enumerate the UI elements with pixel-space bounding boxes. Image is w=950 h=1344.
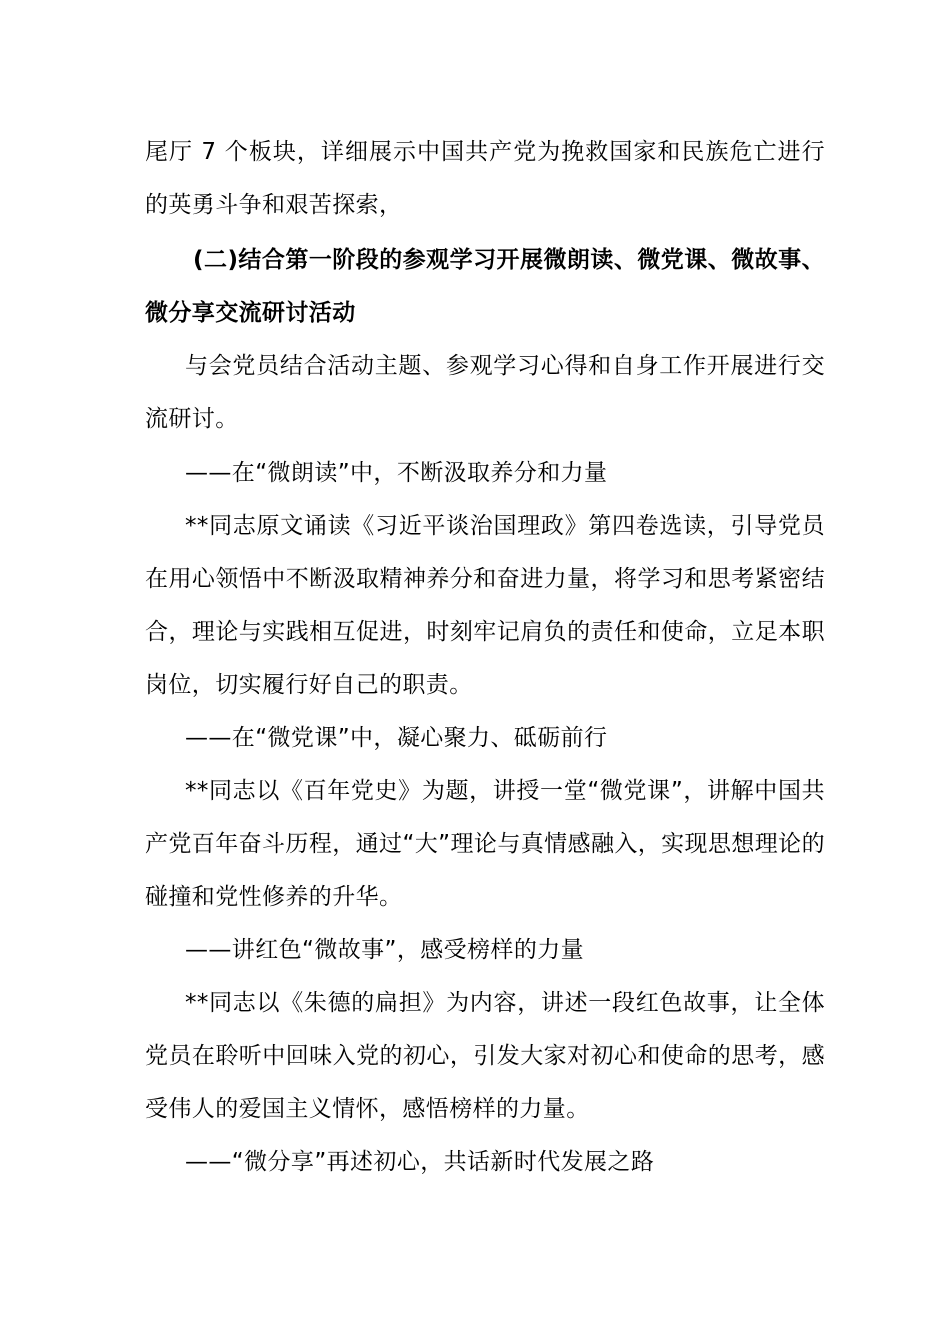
subheading-micro-story: ——讲红色“微故事”，感受榜样的力量 (185, 937, 585, 963)
section-heading: (二)结合第一阶段的参观学习开展微朗读、微党课、微故事、微分享交流研讨活动 (145, 247, 825, 326)
paragraph-discussion-intro: 与会党员结合活动主题、参观学习心得和自身工作开展进行交流研讨。 (145, 353, 825, 432)
subheading-micro-reading: ——在“微朗读”中，不断汲取养分和力量 (185, 460, 608, 486)
subheading-micro-sharing: ——“微分享”再述初心，共话新时代发展之路 (185, 1149, 655, 1175)
subheading-micro-lesson: ——在“微党课”中，凝心聚力、砥砺前行 (185, 725, 608, 751)
paragraph-micro-story: **同志以《朱德的扁担》为内容，讲述一段红色故事，让全体党员在聆听中回味入党的初心，引发大家对初心和使命的思考，感受伟人的爱国主义情怀，感悟榜样的力量。 (145, 990, 825, 1122)
paragraph-continuation: 尾厅 7 个板块，详细展示中国共产党为挽救国家和民族危亡进行的英勇斗争和艰苦探索， (145, 139, 825, 218)
paragraph-micro-lesson: **同志以《百年党史》为题，讲授一堂“微党课”，讲解中国共产党百年奋斗历程，通过“大”理论与真情感融入，实现思想理论的碰撞和党性修养的升华。 (145, 778, 825, 910)
paragraph-micro-reading: **同志原文诵读《习近平谈治国理政》第四卷选读，引导党员在用心领悟中不断汲取精神养分和奋进力量，将学习和思考紧密结合，理论与实践相互促进，时刻牢记肩负的责任和使命，立足本职岗位，切实履行好自己的职责。 (145, 513, 825, 698)
